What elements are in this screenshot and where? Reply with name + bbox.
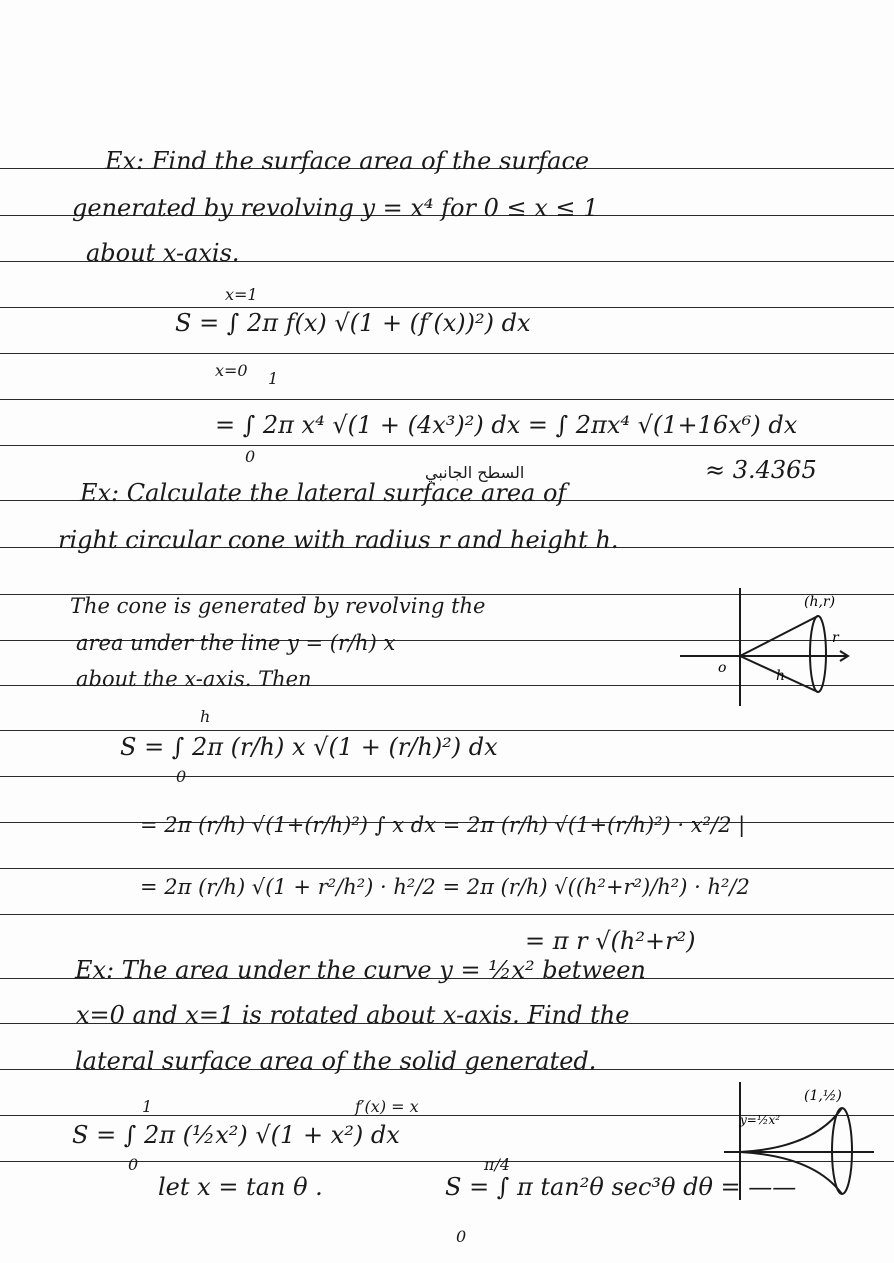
ex2-line4: area under the line y = (r/h) x — [76, 631, 396, 655]
ex1-result: ≈ 3.4365 — [705, 456, 817, 484]
ruled-line — [0, 914, 894, 915]
ex3-line1: Ex: The area under the curve y = ½x² between — [75, 956, 646, 984]
ex1-step2: = ∫ 2π x⁴ √(1 + (4x³)²) dx = ∫ 2πx⁴ √(1+16x⁶) dx — [215, 411, 798, 439]
ex3-sub-upper: π/4 — [484, 1155, 511, 1174]
ex3-derivative: f′(x) = x — [355, 1097, 419, 1116]
paraboloid-figure — [724, 1082, 884, 1202]
ex1-limit-zero: 0 — [245, 447, 256, 466]
ex3-substitution: let x = tan θ . — [158, 1173, 323, 1201]
cone-h-label: h — [776, 668, 786, 684]
ex3-line2: x=0 and x=1 is rotated about x-axis. Find the — [76, 1001, 630, 1029]
ex2-lower-zero: 0 — [176, 767, 187, 786]
ex2-step3: = 2π (r/h) √(1 + r²/h²) · h²/2 = 2π (r/h) √((h²+r²)/h²) · h²/2 — [140, 875, 750, 899]
cone-point-label: (h,r) — [804, 594, 836, 610]
ruled-line — [0, 353, 894, 354]
ex3-limit-one: 1 — [142, 1097, 153, 1116]
ex1-formula: S = ∫ 2π f(x) √(1 + (f′(x))²) dx — [175, 309, 531, 337]
ex3-sub-formula: S = ∫ π tan²θ sec³θ dθ = —— — [445, 1173, 797, 1201]
ex2-line1: Ex: Calculate the lateral surface area of — [80, 479, 567, 507]
ruled-line — [0, 730, 894, 731]
ruled-line — [0, 445, 894, 446]
ex2-formula: S = ∫ 2π (r/h) x √(1 + (r/h)²) dx — [120, 733, 498, 761]
ex2-upper-h: h — [200, 707, 211, 726]
ex3-sub-lower: 0 — [456, 1227, 467, 1246]
cone-r-label: r — [832, 630, 839, 646]
curve-label: y=½x² — [740, 1113, 781, 1127]
ex2-line3: The cone is generated by revolving the — [70, 594, 486, 618]
ruled-line — [0, 776, 894, 777]
curve-point-label: (1,½) — [804, 1088, 842, 1104]
ex2-line2: right circular cone with radius r and height h. — [58, 526, 619, 554]
cone-origin-label: o — [718, 660, 727, 676]
ex3-line3: lateral surface area of the solid generated. — [75, 1047, 597, 1075]
ex3-formula: S = ∫ 2π (½x²) √(1 + x²) dx — [72, 1121, 400, 1149]
ex2-result: = π r √(h²+r²) — [525, 927, 696, 955]
ex1-lower-limit: x=0 — [215, 361, 248, 380]
ex2-line5: about the x-axis. Then — [76, 667, 312, 691]
cone-figure — [680, 588, 880, 708]
ex1-line3: about x-axis. — [86, 239, 240, 267]
ex1-line2: generated by revolving y = x⁴ for 0 ≤ x ≤ 1 — [72, 194, 599, 222]
ex3-limit-zero: 0 — [128, 1155, 139, 1174]
ruled-line — [0, 399, 894, 400]
ruled-line — [0, 868, 894, 869]
ex1-upper-limit: x=1 — [225, 285, 258, 304]
ex1-limit-one: 1 — [268, 369, 279, 388]
ex1-line1: Ex: Find the surface area of the surface — [105, 147, 590, 175]
ex2-step2: = 2π (r/h) √(1+(r/h)²) ∫ x dx = 2π (r/h) √(1+(r/h)²) · x²/2 | — [140, 813, 746, 837]
arabic-note: السطح الجانبي — [425, 463, 525, 482]
